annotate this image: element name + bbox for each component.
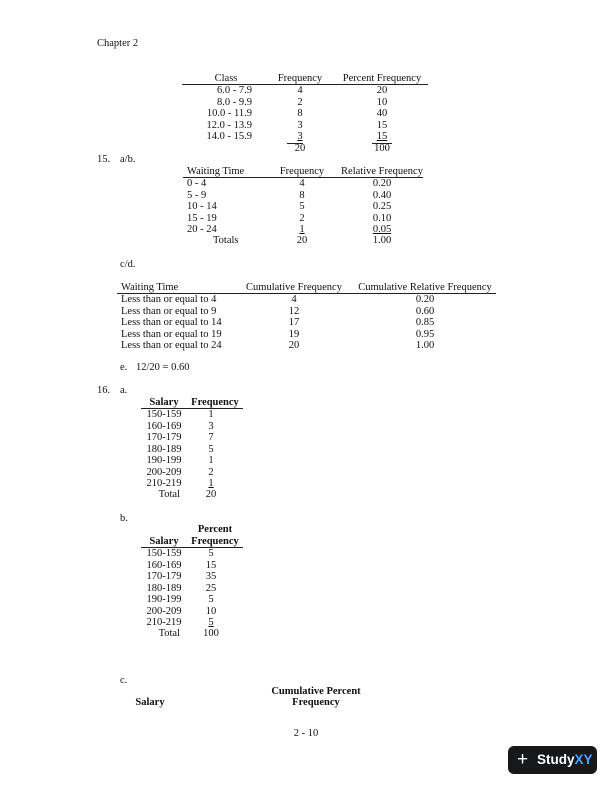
relative-frequency-cell: 0.10 (372, 212, 392, 224)
chapter-header: Chapter 2 (97, 38, 139, 49)
t5-total-label: Total (158, 628, 180, 639)
relative-frequency-cell: 0.40 (372, 189, 392, 201)
salary-cell: 180-189 (146, 443, 182, 455)
frequency-cell: 2 (299, 212, 305, 224)
t4-header-salary: Salary (149, 397, 179, 408)
salary-cell: 150-159 (146, 409, 182, 420)
t2-total-relative: 1.00 (372, 235, 392, 246)
t2-total-frequency: 20 (296, 235, 308, 246)
frequency-cell: 1 (208, 478, 214, 489)
frequency-cell: 3 (208, 420, 214, 432)
t1-header-class: Class (214, 73, 238, 84)
waiting-time-cell: 5 - 9 (187, 189, 207, 201)
q15-part-ab: a/b. (120, 154, 136, 165)
cumulative-frequency-cell: 19 (288, 328, 300, 340)
waiting-time-cell: 0 - 4 (187, 178, 207, 189)
salary-cell: 210-219 (146, 478, 182, 489)
frequency-cell: 7 (208, 432, 214, 443)
frequency-cell: 2 (208, 466, 214, 478)
t4-total-value: 20 (205, 489, 217, 500)
waiting-time-cell: Less than or equal to 24 (121, 340, 222, 351)
waiting-time-cell: 10 - 14 (187, 201, 217, 212)
frequency-cell: 8 (297, 108, 303, 119)
t3-header-waiting: Waiting Time (121, 282, 179, 293)
frequency-cell: 5 (208, 443, 214, 455)
t4-total-label: Total (158, 489, 180, 500)
t2-header-waiting: Waiting Time (187, 166, 245, 177)
t1-total-frequency: 20 (294, 143, 306, 154)
percent-cell: 40 (376, 108, 388, 119)
q15-part-cd: c/d. (120, 259, 136, 270)
salary-cell: 170-179 (146, 432, 182, 443)
badge-text-xy: XY (574, 752, 593, 767)
salary-cell: 190-199 (146, 455, 182, 466)
t1-header-frequency: Frequency (277, 73, 323, 84)
cumulative-relative-cell: 0.85 (415, 317, 435, 328)
frequency-cell: 4 (299, 178, 305, 189)
frequency-cell: 3 (297, 131, 303, 142)
relative-frequency-cell: 0.05 (372, 224, 392, 235)
relative-frequency-cell: 0.20 (372, 178, 392, 189)
t3-header-cumfreq: Cumulative Frequency (246, 282, 342, 293)
t6-header-frequency: Frequency (292, 697, 340, 708)
percent-cell: 20 (376, 85, 388, 96)
percent-frequency-cell: 35 (205, 571, 217, 582)
percent-frequency-cell: 5 (208, 617, 214, 628)
salary-cell: 190-199 (146, 594, 182, 605)
t1-header-percent: Percent Frequency (342, 73, 422, 84)
waiting-time-cell: Less than or equal to 14 (121, 317, 222, 328)
cumulative-relative-cell: 0.95 (415, 328, 435, 340)
percent-cell: 10 (376, 96, 388, 108)
salary-cell: 200-209 (146, 466, 182, 478)
t1-total-percent: 100 (374, 143, 390, 154)
percent-frequency-cell: 5 (208, 594, 214, 605)
salary-cell: 160-169 (146, 420, 182, 432)
t2-header-relative: Relative Frequency (341, 166, 423, 177)
frequency-cell: 1 (299, 224, 305, 235)
percent-frequency-cell: 5 (208, 548, 214, 559)
salary-cell: 200-209 (146, 605, 182, 617)
q15-part-e: e. (120, 362, 128, 373)
percent-frequency-cell: 25 (205, 582, 217, 594)
badge-text-study: Study (537, 752, 575, 767)
q16-label: 16. (97, 385, 111, 396)
t2-totals-label: Totals (213, 235, 239, 246)
cumulative-relative-cell: 1.00 (415, 340, 435, 351)
class-cell: 8.0 - 9.9 (217, 96, 252, 108)
salary-cell: 210-219 (146, 617, 182, 628)
waiting-time-cell: Less than or equal to 19 (121, 328, 222, 340)
frequency-cell: 3 (297, 119, 303, 131)
salary-cell: 180-189 (146, 582, 182, 594)
cumulative-frequency-cell: 20 (288, 340, 300, 351)
frequency-cell: 5 (299, 201, 305, 212)
salary-cell: 160-169 (146, 559, 182, 571)
t5-header-percent: Percent (197, 524, 233, 535)
q16-part-a: a. (120, 385, 128, 396)
q15-label: 15. (97, 154, 111, 165)
percent-frequency-cell: 10 (205, 605, 217, 617)
t4-header-frequency: Frequency (191, 397, 239, 408)
q15-part-e-answer: 12/20 = 0.60 (136, 362, 190, 373)
salary-cell: 170-179 (146, 571, 182, 582)
t3-header-cumrel: Cumulative Relative Frequency (358, 282, 492, 293)
q16-part-b: b. (120, 513, 128, 524)
frequency-cell: 4 (297, 85, 303, 96)
studyxy-logo-text (537, 752, 593, 768)
t5-total-value: 100 (203, 628, 219, 639)
cumulative-relative-cell: 0.60 (415, 305, 435, 317)
t5-header-salary: Salary (149, 536, 179, 547)
t5-header-frequency: Frequency (191, 536, 239, 547)
waiting-time-cell: 20 - 24 (187, 224, 217, 235)
cumulative-relative-cell: 0.20 (415, 294, 435, 305)
salary-cell: 150-159 (146, 548, 182, 559)
percent-cell: 15 (376, 131, 388, 142)
t6-header-cumulative: Cumulative Percent (271, 686, 361, 697)
class-cell: 6.0 - 7.9 (217, 85, 252, 96)
frequency-cell: 1 (208, 409, 214, 420)
frequency-cell: 1 (208, 455, 214, 466)
page-number: 2 - 10 (293, 728, 319, 739)
q16-part-c: c. (120, 675, 128, 686)
cumulative-frequency-cell: 4 (291, 294, 297, 305)
plus-icon: + (517, 749, 529, 770)
class-cell: 12.0 - 13.9 (206, 119, 252, 131)
t6-header-salary: Salary (135, 697, 165, 708)
frequency-cell: 2 (297, 96, 303, 108)
waiting-time-cell: 15 - 19 (187, 212, 217, 224)
class-cell: 10.0 - 11.9 (206, 108, 252, 119)
waiting-time-cell: Less than or equal to 4 (121, 294, 217, 305)
percent-cell: 15 (376, 119, 388, 131)
cumulative-frequency-cell: 17 (288, 317, 300, 328)
t2-header-frequency: Frequency (279, 166, 325, 177)
class-cell: 14.0 - 15.9 (206, 131, 252, 142)
percent-frequency-cell: 15 (205, 559, 217, 571)
waiting-time-cell: Less than or equal to 9 (121, 305, 217, 317)
relative-frequency-cell: 0.25 (372, 201, 392, 212)
cumulative-frequency-cell: 12 (288, 305, 300, 317)
frequency-cell: 8 (299, 189, 305, 201)
studyxy-badge[interactable] (508, 746, 597, 774)
